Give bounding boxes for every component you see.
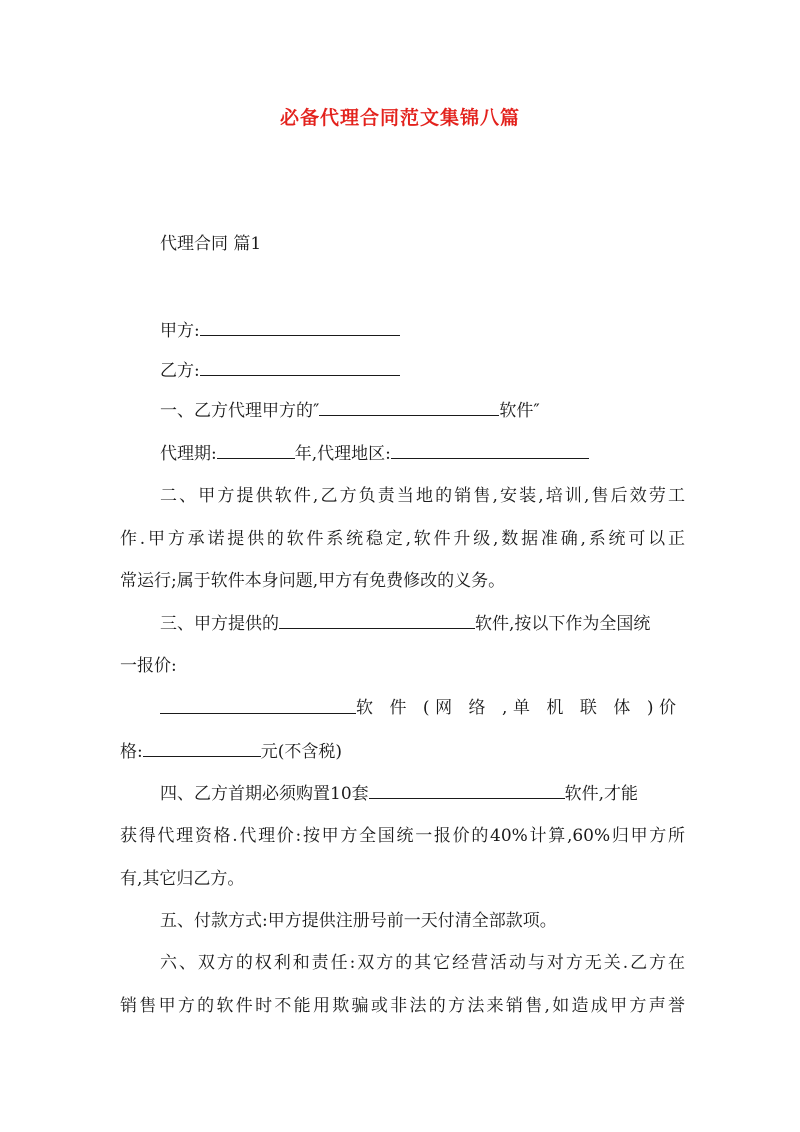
- clause-2-line-3: 常运行;属于软件本身问题,甲方有免费修改的义务。: [120, 571, 506, 591]
- clause-3-blank: [279, 612, 475, 629]
- party-a-label: 甲方:: [160, 321, 200, 341]
- clause-2-line-2: 作.甲方承诺提供的软件系统稳定,软件升级,数据准确,系统可以正: [120, 529, 685, 549]
- party-a-blank: [200, 319, 400, 336]
- clause-6-line-2: 销售甲方的软件时不能用欺骗或非法的方法来销售,如造成甲方声誉: [120, 996, 685, 1016]
- price-line-2: [120, 740, 685, 763]
- clause-3-text-b: 软件,按以下作为全国统: [475, 614, 651, 634]
- clause-1-text-a: 一、乙方代理甲方的″: [160, 401, 320, 421]
- clause-4-line-3: 有,其它归乙方。: [120, 869, 245, 889]
- clause-1-blank: [319, 399, 499, 416]
- clause-4-text-a: 四、乙方首期必须购置10套: [160, 784, 369, 804]
- clause-3-line-1: [160, 612, 685, 635]
- party-a-line: [160, 319, 685, 342]
- clause-6-line-1: 六、双方的权利和责任:双方的其它经营活动与对方无关.乙方在: [160, 953, 685, 973]
- price-software-blank: [160, 697, 356, 714]
- price-suffix: 元(不含税): [260, 742, 342, 762]
- agency-period-line: [160, 442, 685, 465]
- price-line-1: [160, 697, 685, 720]
- clause-3-text-a: 三、甲方提供的: [160, 614, 279, 634]
- agency-period-blank: [217, 442, 295, 459]
- section-heading: 代理合同 篇1: [160, 234, 262, 254]
- clause-4-blank: [369, 782, 565, 799]
- clause-1: [160, 399, 685, 422]
- clause-4-line-1: [160, 782, 685, 805]
- price-software-text: 软 件 (网 络 ,单 机 联 体 )价: [356, 698, 676, 718]
- party-b-label: 乙方:: [160, 361, 200, 381]
- clause-4-line-2: 获得代理资格.代理价:按甲方全国统一报价的40%计算,60%归甲方所: [120, 826, 685, 846]
- agency-region-label: 年,代理地区:: [294, 444, 391, 464]
- agency-region-blank: [391, 442, 589, 459]
- clause-4-text-b: 软件,才能: [564, 784, 639, 804]
- clause-3-line-2: 一报价:: [120, 656, 177, 676]
- agency-period-label: 代理期:: [160, 444, 217, 464]
- clause-5-line-1: 五、付款方式:甲方提供注册号前一天付清全部款项。: [160, 911, 557, 931]
- price-label: 格:: [120, 742, 143, 762]
- clause-1-text-b: 软件″: [499, 401, 540, 421]
- party-b-line: [160, 359, 685, 382]
- party-b-blank: [200, 359, 400, 376]
- price-blank: [143, 740, 261, 757]
- document-title: 必备代理合同范文集锦八篇: [279, 107, 520, 129]
- clause-2-line-1: 二、甲方提供软件,乙方负责当地的销售,安装,培训,售后效劳工: [160, 486, 685, 506]
